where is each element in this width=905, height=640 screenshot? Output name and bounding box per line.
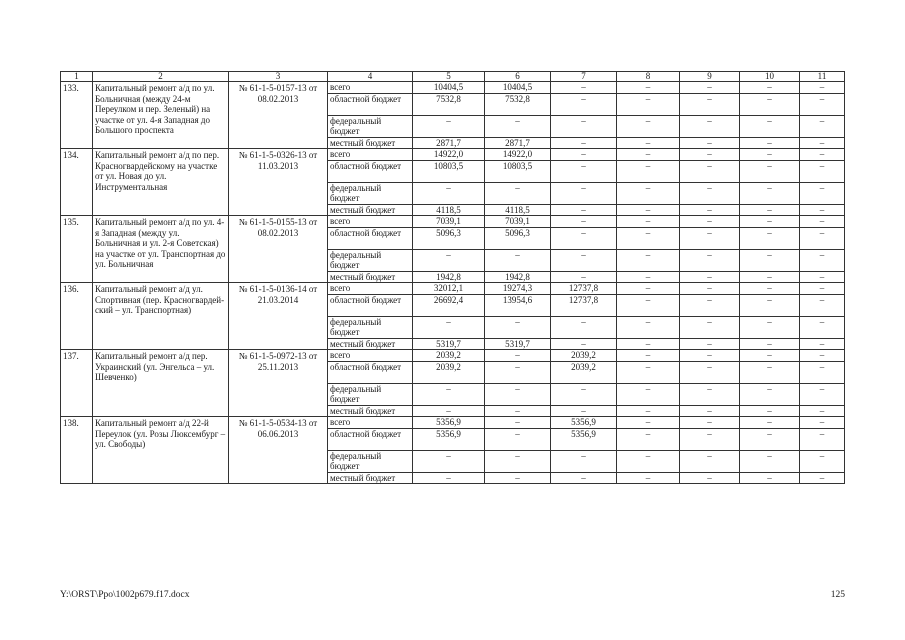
amount-cell: 12737,8 bbox=[551, 283, 617, 295]
column-number: 3 bbox=[229, 72, 328, 82]
amount-cell: – bbox=[617, 204, 680, 216]
document-ref: № 61-1-5-0157-13 от 08.02.2013 bbox=[229, 82, 328, 149]
amount-cell: – bbox=[485, 361, 551, 383]
amount-cell: – bbox=[485, 316, 551, 338]
amount-cell: – bbox=[617, 93, 680, 115]
funding-source-label: областной бюджет bbox=[328, 227, 413, 249]
amount-cell: 10404,5 bbox=[485, 82, 551, 94]
amount-cell: – bbox=[617, 361, 680, 383]
row-number: 138. bbox=[61, 417, 93, 484]
amount-cell: – bbox=[485, 115, 551, 137]
column-number: 5 bbox=[413, 72, 485, 82]
amount-cell: – bbox=[800, 338, 845, 350]
amount-cell: – bbox=[740, 350, 800, 362]
amount-cell: – bbox=[680, 216, 740, 228]
amount-cell: – bbox=[740, 294, 800, 316]
amount-cell: – bbox=[680, 294, 740, 316]
funding-source-label: федеральный бюджет bbox=[328, 450, 413, 472]
amount-cell: – bbox=[800, 361, 845, 383]
table-row bbox=[61, 149, 845, 161]
row-number: 136. bbox=[61, 283, 93, 350]
amount-cell: – bbox=[800, 316, 845, 338]
amount-cell: – bbox=[413, 316, 485, 338]
amount-cell: 2039,2 bbox=[551, 350, 617, 362]
amount-cell: – bbox=[800, 137, 845, 149]
amount-cell: – bbox=[413, 249, 485, 271]
amount-cell: – bbox=[740, 115, 800, 137]
funding-source-label: федеральный бюджет bbox=[328, 182, 413, 204]
amount-cell: – bbox=[680, 182, 740, 204]
work-name: Капитальный ремонт а/д ул. Спортивная (пер. Красногвардей-ский – ул. Транспортная) bbox=[93, 283, 229, 350]
amount-cell: 4118,5 bbox=[485, 204, 551, 216]
funding-source-label: всего bbox=[328, 283, 413, 295]
amount-cell: 5356,9 bbox=[551, 417, 617, 429]
amount-cell: – bbox=[800, 283, 845, 295]
amount-cell: – bbox=[800, 405, 845, 417]
amount-cell: – bbox=[680, 417, 740, 429]
budget-table bbox=[60, 71, 845, 484]
amount-cell: – bbox=[800, 93, 845, 115]
amount-cell: – bbox=[680, 271, 740, 283]
amount-cell: – bbox=[413, 182, 485, 204]
amount-cell: 26692,4 bbox=[413, 294, 485, 316]
amount-cell: – bbox=[740, 417, 800, 429]
amount-cell: 5356,9 bbox=[413, 428, 485, 450]
funding-source-label: местный бюджет bbox=[328, 137, 413, 149]
amount-cell: – bbox=[740, 428, 800, 450]
amount-cell: – bbox=[551, 338, 617, 350]
amount-cell: – bbox=[800, 182, 845, 204]
amount-cell: – bbox=[680, 383, 740, 405]
amount-cell: – bbox=[740, 316, 800, 338]
amount-cell: 14922,0 bbox=[413, 149, 485, 161]
amount-cell: – bbox=[740, 82, 800, 94]
column-number: 6 bbox=[485, 72, 551, 82]
column-number: 1 bbox=[61, 72, 93, 82]
amount-cell: 32012,1 bbox=[413, 283, 485, 295]
amount-cell: – bbox=[485, 249, 551, 271]
amount-cell: – bbox=[740, 227, 800, 249]
amount-cell: – bbox=[680, 204, 740, 216]
amount-cell: – bbox=[680, 450, 740, 472]
amount-cell: – bbox=[617, 450, 680, 472]
funding-source-label: областной бюджет bbox=[328, 160, 413, 182]
amount-cell: – bbox=[617, 182, 680, 204]
amount-cell: – bbox=[413, 450, 485, 472]
amount-cell: – bbox=[800, 271, 845, 283]
funding-source-label: всего bbox=[328, 82, 413, 94]
amount-cell: – bbox=[617, 316, 680, 338]
column-number: 9 bbox=[680, 72, 740, 82]
page-number: 125 bbox=[830, 590, 845, 600]
amount-cell: – bbox=[800, 204, 845, 216]
amount-cell: – bbox=[800, 417, 845, 429]
amount-cell: – bbox=[617, 428, 680, 450]
amount-cell: 7532,8 bbox=[413, 93, 485, 115]
amount-cell: – bbox=[740, 472, 800, 484]
amount-cell: 1942,8 bbox=[413, 271, 485, 283]
amount-cell: – bbox=[680, 350, 740, 362]
table-body bbox=[61, 72, 845, 484]
column-number: 10 bbox=[740, 72, 800, 82]
funding-source-label: федеральный бюджет bbox=[328, 249, 413, 271]
funding-source-label: областной бюджет bbox=[328, 428, 413, 450]
amount-cell: – bbox=[551, 216, 617, 228]
column-number-row bbox=[61, 72, 845, 82]
amount-cell: 5356,9 bbox=[413, 417, 485, 429]
funding-source-label: всего bbox=[328, 350, 413, 362]
amount-cell: – bbox=[485, 182, 551, 204]
amount-cell: – bbox=[485, 405, 551, 417]
amount-cell: – bbox=[680, 405, 740, 417]
amount-cell: – bbox=[617, 294, 680, 316]
amount-cell: – bbox=[740, 137, 800, 149]
amount-cell: – bbox=[551, 450, 617, 472]
amount-cell: – bbox=[680, 137, 740, 149]
amount-cell: – bbox=[485, 472, 551, 484]
amount-cell: – bbox=[740, 361, 800, 383]
amount-cell: – bbox=[617, 82, 680, 94]
amount-cell: – bbox=[680, 283, 740, 295]
table-row bbox=[61, 82, 845, 94]
work-name: Капитальный ремонт а/д по ул. 4-я Западная (между ул. Больничная и ул. 2-я Советская) на участке от ул. Транспортная до ул. Больничная bbox=[93, 216, 229, 283]
work-name: Капитальный ремонт а/д по ул. Больничная (между 24-м Переулком и пер. Зеленый) на участке от ул. 4-я Западная до Большого проспекта bbox=[93, 82, 229, 149]
funding-source-label: областной бюджет bbox=[328, 93, 413, 115]
amount-cell: – bbox=[617, 160, 680, 182]
funding-source-label: всего bbox=[328, 216, 413, 228]
amount-cell: – bbox=[617, 115, 680, 137]
amount-cell: – bbox=[680, 249, 740, 271]
amount-cell: – bbox=[740, 93, 800, 115]
amount-cell: – bbox=[551, 182, 617, 204]
amount-cell: – bbox=[680, 227, 740, 249]
row-number: 134. bbox=[61, 149, 93, 216]
work-name: Капитальный ремонт а/д по пер. Красногвардейскому на участке от ул. Новая до ул. Инструментальная bbox=[93, 149, 229, 216]
amount-cell: – bbox=[680, 149, 740, 161]
amount-cell: – bbox=[617, 350, 680, 362]
amount-cell: – bbox=[680, 316, 740, 338]
amount-cell: – bbox=[617, 249, 680, 271]
amount-cell: 5319,7 bbox=[485, 338, 551, 350]
document-ref: № 61-1-5-0136-14 от 21.03.2014 bbox=[229, 283, 328, 350]
amount-cell: – bbox=[740, 450, 800, 472]
funding-source-label: федеральный бюджет bbox=[328, 115, 413, 137]
amount-cell: – bbox=[680, 93, 740, 115]
document-path: Y:\ORST\Ppo\1002p679.f17.docx bbox=[60, 590, 190, 600]
amount-cell: – bbox=[800, 472, 845, 484]
table-row bbox=[61, 417, 845, 429]
amount-cell: – bbox=[551, 115, 617, 137]
amount-cell: – bbox=[551, 149, 617, 161]
amount-cell: 5356,9 bbox=[551, 428, 617, 450]
amount-cell: – bbox=[800, 450, 845, 472]
amount-cell: 7039,1 bbox=[485, 216, 551, 228]
amount-cell: – bbox=[740, 383, 800, 405]
amount-cell: – bbox=[413, 115, 485, 137]
funding-source-label: местный бюджет bbox=[328, 472, 413, 484]
row-number: 137. bbox=[61, 350, 93, 417]
amount-cell: 10404,5 bbox=[413, 82, 485, 94]
amount-cell: 13954,6 bbox=[485, 294, 551, 316]
amount-cell: 19274,3 bbox=[485, 283, 551, 295]
amount-cell: – bbox=[617, 417, 680, 429]
amount-cell: – bbox=[740, 160, 800, 182]
amount-cell: – bbox=[485, 450, 551, 472]
amount-cell: – bbox=[680, 160, 740, 182]
amount-cell: 10803,5 bbox=[485, 160, 551, 182]
work-name: Капитальный ремонт а/д пер. Украинский (ул. Энгельса – ул. Шевченко) bbox=[93, 350, 229, 417]
amount-cell: – bbox=[800, 216, 845, 228]
amount-cell: 10803,5 bbox=[413, 160, 485, 182]
amount-cell: – bbox=[617, 405, 680, 417]
amount-cell: – bbox=[800, 227, 845, 249]
amount-cell: 1942,8 bbox=[485, 271, 551, 283]
funding-source-label: местный бюджет bbox=[328, 204, 413, 216]
amount-cell: – bbox=[485, 417, 551, 429]
amount-cell: – bbox=[413, 405, 485, 417]
amount-cell: 5096,3 bbox=[413, 227, 485, 249]
funding-source-label: федеральный бюджет bbox=[328, 383, 413, 405]
column-number: 4 bbox=[328, 72, 413, 82]
table-row bbox=[61, 350, 845, 362]
amount-cell: – bbox=[800, 294, 845, 316]
amount-cell: – bbox=[617, 227, 680, 249]
amount-cell: 5096,3 bbox=[485, 227, 551, 249]
amount-cell: – bbox=[485, 428, 551, 450]
document-ref: № 61-1-5-0972-13 от 25.11.2013 bbox=[229, 350, 328, 417]
funding-source-label: областной бюджет bbox=[328, 361, 413, 383]
amount-cell: – bbox=[680, 428, 740, 450]
amount-cell: – bbox=[551, 249, 617, 271]
funding-source-label: всего bbox=[328, 417, 413, 429]
amount-cell: – bbox=[413, 383, 485, 405]
amount-cell: – bbox=[740, 204, 800, 216]
amount-cell: – bbox=[551, 227, 617, 249]
amount-cell: – bbox=[617, 383, 680, 405]
amount-cell: – bbox=[800, 115, 845, 137]
amount-cell: – bbox=[617, 271, 680, 283]
amount-cell: 12737,8 bbox=[551, 294, 617, 316]
column-number: 11 bbox=[800, 72, 845, 82]
amount-cell: – bbox=[740, 182, 800, 204]
column-number: 2 bbox=[93, 72, 229, 82]
funding-source-label: областной бюджет bbox=[328, 294, 413, 316]
amount-cell: – bbox=[800, 160, 845, 182]
amount-cell: – bbox=[551, 271, 617, 283]
row-number: 133. bbox=[61, 82, 93, 149]
table-row bbox=[61, 216, 845, 228]
work-name: Капитальный ремонт а/д 22-й Переулок (ул. Розы Люксембург – ул. Свободы) bbox=[93, 417, 229, 484]
amount-cell: 2039,2 bbox=[413, 361, 485, 383]
amount-cell: 2039,2 bbox=[551, 361, 617, 383]
amount-cell: – bbox=[551, 383, 617, 405]
amount-cell: – bbox=[680, 472, 740, 484]
amount-cell: – bbox=[680, 361, 740, 383]
amount-cell: – bbox=[740, 249, 800, 271]
amount-cell: 7039,1 bbox=[413, 216, 485, 228]
amount-cell: – bbox=[740, 405, 800, 417]
amount-cell: – bbox=[740, 338, 800, 350]
document-ref: № 61-1-5-0155-13 от 08.02.2013 bbox=[229, 216, 328, 283]
document-ref: № 61-1-5-0534-13 от 06.06.2013 bbox=[229, 417, 328, 484]
amount-cell: – bbox=[617, 137, 680, 149]
amount-cell: – bbox=[800, 350, 845, 362]
amount-cell: 2871,7 bbox=[485, 137, 551, 149]
funding-source-label: местный бюджет bbox=[328, 271, 413, 283]
amount-cell: – bbox=[551, 93, 617, 115]
amount-cell: – bbox=[740, 149, 800, 161]
amount-cell: – bbox=[413, 472, 485, 484]
amount-cell: – bbox=[800, 249, 845, 271]
amount-cell: 2039,2 bbox=[413, 350, 485, 362]
amount-cell: – bbox=[551, 82, 617, 94]
amount-cell: – bbox=[617, 338, 680, 350]
column-number: 8 bbox=[617, 72, 680, 82]
amount-cell: – bbox=[617, 149, 680, 161]
column-number: 7 bbox=[551, 72, 617, 82]
amount-cell: – bbox=[617, 472, 680, 484]
amount-cell: – bbox=[551, 316, 617, 338]
amount-cell: – bbox=[800, 383, 845, 405]
amount-cell: – bbox=[680, 338, 740, 350]
funding-source-label: местный бюджет bbox=[328, 338, 413, 350]
amount-cell: – bbox=[800, 149, 845, 161]
amount-cell: – bbox=[551, 405, 617, 417]
document-ref: № 61-1-5-0326-13 от 11.03.2013 bbox=[229, 149, 328, 216]
row-number: 135. bbox=[61, 216, 93, 283]
amount-cell: – bbox=[485, 383, 551, 405]
funding-source-label: всего bbox=[328, 149, 413, 161]
amount-cell: – bbox=[617, 216, 680, 228]
funding-source-label: федеральный бюджет bbox=[328, 316, 413, 338]
amount-cell: – bbox=[551, 204, 617, 216]
amount-cell: – bbox=[740, 271, 800, 283]
amount-cell: – bbox=[551, 472, 617, 484]
amount-cell: – bbox=[617, 283, 680, 295]
amount-cell: 4118,5 bbox=[413, 204, 485, 216]
amount-cell: – bbox=[740, 216, 800, 228]
amount-cell: – bbox=[680, 115, 740, 137]
amount-cell: – bbox=[551, 160, 617, 182]
amount-cell: – bbox=[740, 283, 800, 295]
amount-cell: – bbox=[680, 82, 740, 94]
amount-cell: 5319,7 bbox=[413, 338, 485, 350]
amount-cell: 7532,8 bbox=[485, 93, 551, 115]
amount-cell: – bbox=[551, 137, 617, 149]
amount-cell: – bbox=[800, 428, 845, 450]
funding-source-label: местный бюджет bbox=[328, 405, 413, 417]
amount-cell: – bbox=[485, 350, 551, 362]
table-row bbox=[61, 283, 845, 295]
amount-cell: 14922,0 bbox=[485, 149, 551, 161]
amount-cell: – bbox=[800, 82, 845, 94]
amount-cell: 2871,7 bbox=[413, 137, 485, 149]
